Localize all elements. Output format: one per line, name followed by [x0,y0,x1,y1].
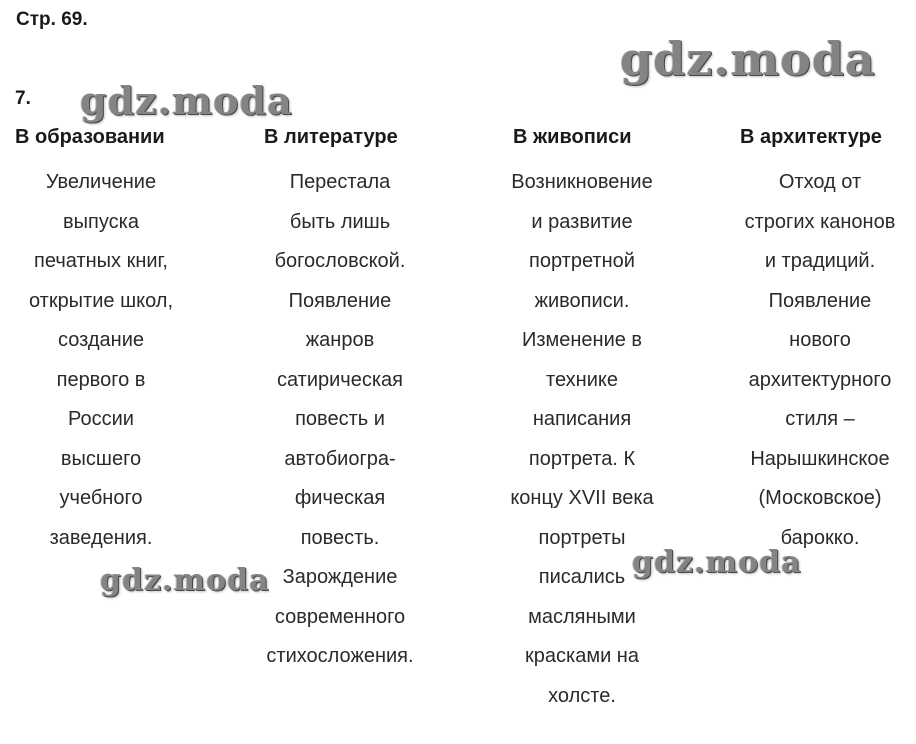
column-text [248,163,432,677]
watermark: gdz.moda [100,563,270,598]
column-heading: В архитектуре [740,126,882,148]
watermark: gdz.moda [80,78,293,123]
text-line: портретной [529,250,635,272]
column-painting [510,124,663,716]
text-line: быть лишь [289,210,391,233]
text-line: учебного [59,487,143,509]
text-line: строгих канонов [744,210,896,233]
page-label: Стр. 69. [16,9,88,30]
column-education [15,124,187,558]
text-line: технике [546,368,618,391]
text-line: жанров [305,329,375,351]
text-line: повесть и [295,408,385,430]
text-line: высшего [60,447,142,470]
text-line: богословской. [274,250,406,272]
text-line: Нарышкинское [750,447,890,470]
text-line: написания [532,408,632,430]
column-text [489,163,675,716]
text-line: стихосложения. [266,645,414,667]
text-line: Изменение в [521,329,643,351]
text-line: современного [274,605,406,628]
text-line: Возникновение [511,171,653,193]
text-line: и развитие [531,210,633,233]
column-heading: В живописи [513,126,632,148]
text-line: Появление [768,289,872,312]
column-heading: В литературе [264,126,398,148]
text-line: стиля – [785,408,855,430]
column-architecture [740,124,905,558]
text-line: выпуска [63,210,139,233]
text-line: первого в [56,368,146,391]
text-line: Отход от [778,171,862,193]
text-line: Увеличение [45,171,157,193]
text-line: сатирическая [277,368,403,391]
text-line: Зарождение [282,566,398,588]
task-number: 7. [15,88,31,109]
column-literature [264,124,434,677]
text-line: нового [789,329,851,351]
text-line: архитектурного [748,368,892,391]
text-line: создание [58,329,144,351]
text-line: автобиогра- [284,447,396,470]
watermark: gdz.moda [620,32,876,86]
text-line: Перестала [289,171,391,193]
text-line: повесть. [300,526,380,549]
text-line: писались [538,566,626,588]
column-heading: В образовании [15,126,165,148]
text-line: портреты [538,526,626,549]
text-line: фическая [294,487,386,509]
text-line: Появление [288,289,392,312]
text-line: и традиций. [764,250,876,272]
text-line: концу XVII века [510,487,654,509]
text-line: портрета. К [528,447,636,470]
column-text [725,163,915,558]
text-line: заведения. [49,526,153,549]
text-line: холсте. [548,684,616,707]
text-line: барокко. [780,526,860,549]
column-text [7,163,195,558]
text-line: (Московское) [758,487,882,509]
text-line: России [68,408,134,430]
text-line: красками на [525,645,639,667]
text-line: открытие школ, [28,289,174,312]
text-line: печатных книг, [34,250,168,272]
watermark: gdz.moda [632,545,802,580]
text-line: живописи. [534,289,630,312]
text-line: масляными [528,605,636,628]
